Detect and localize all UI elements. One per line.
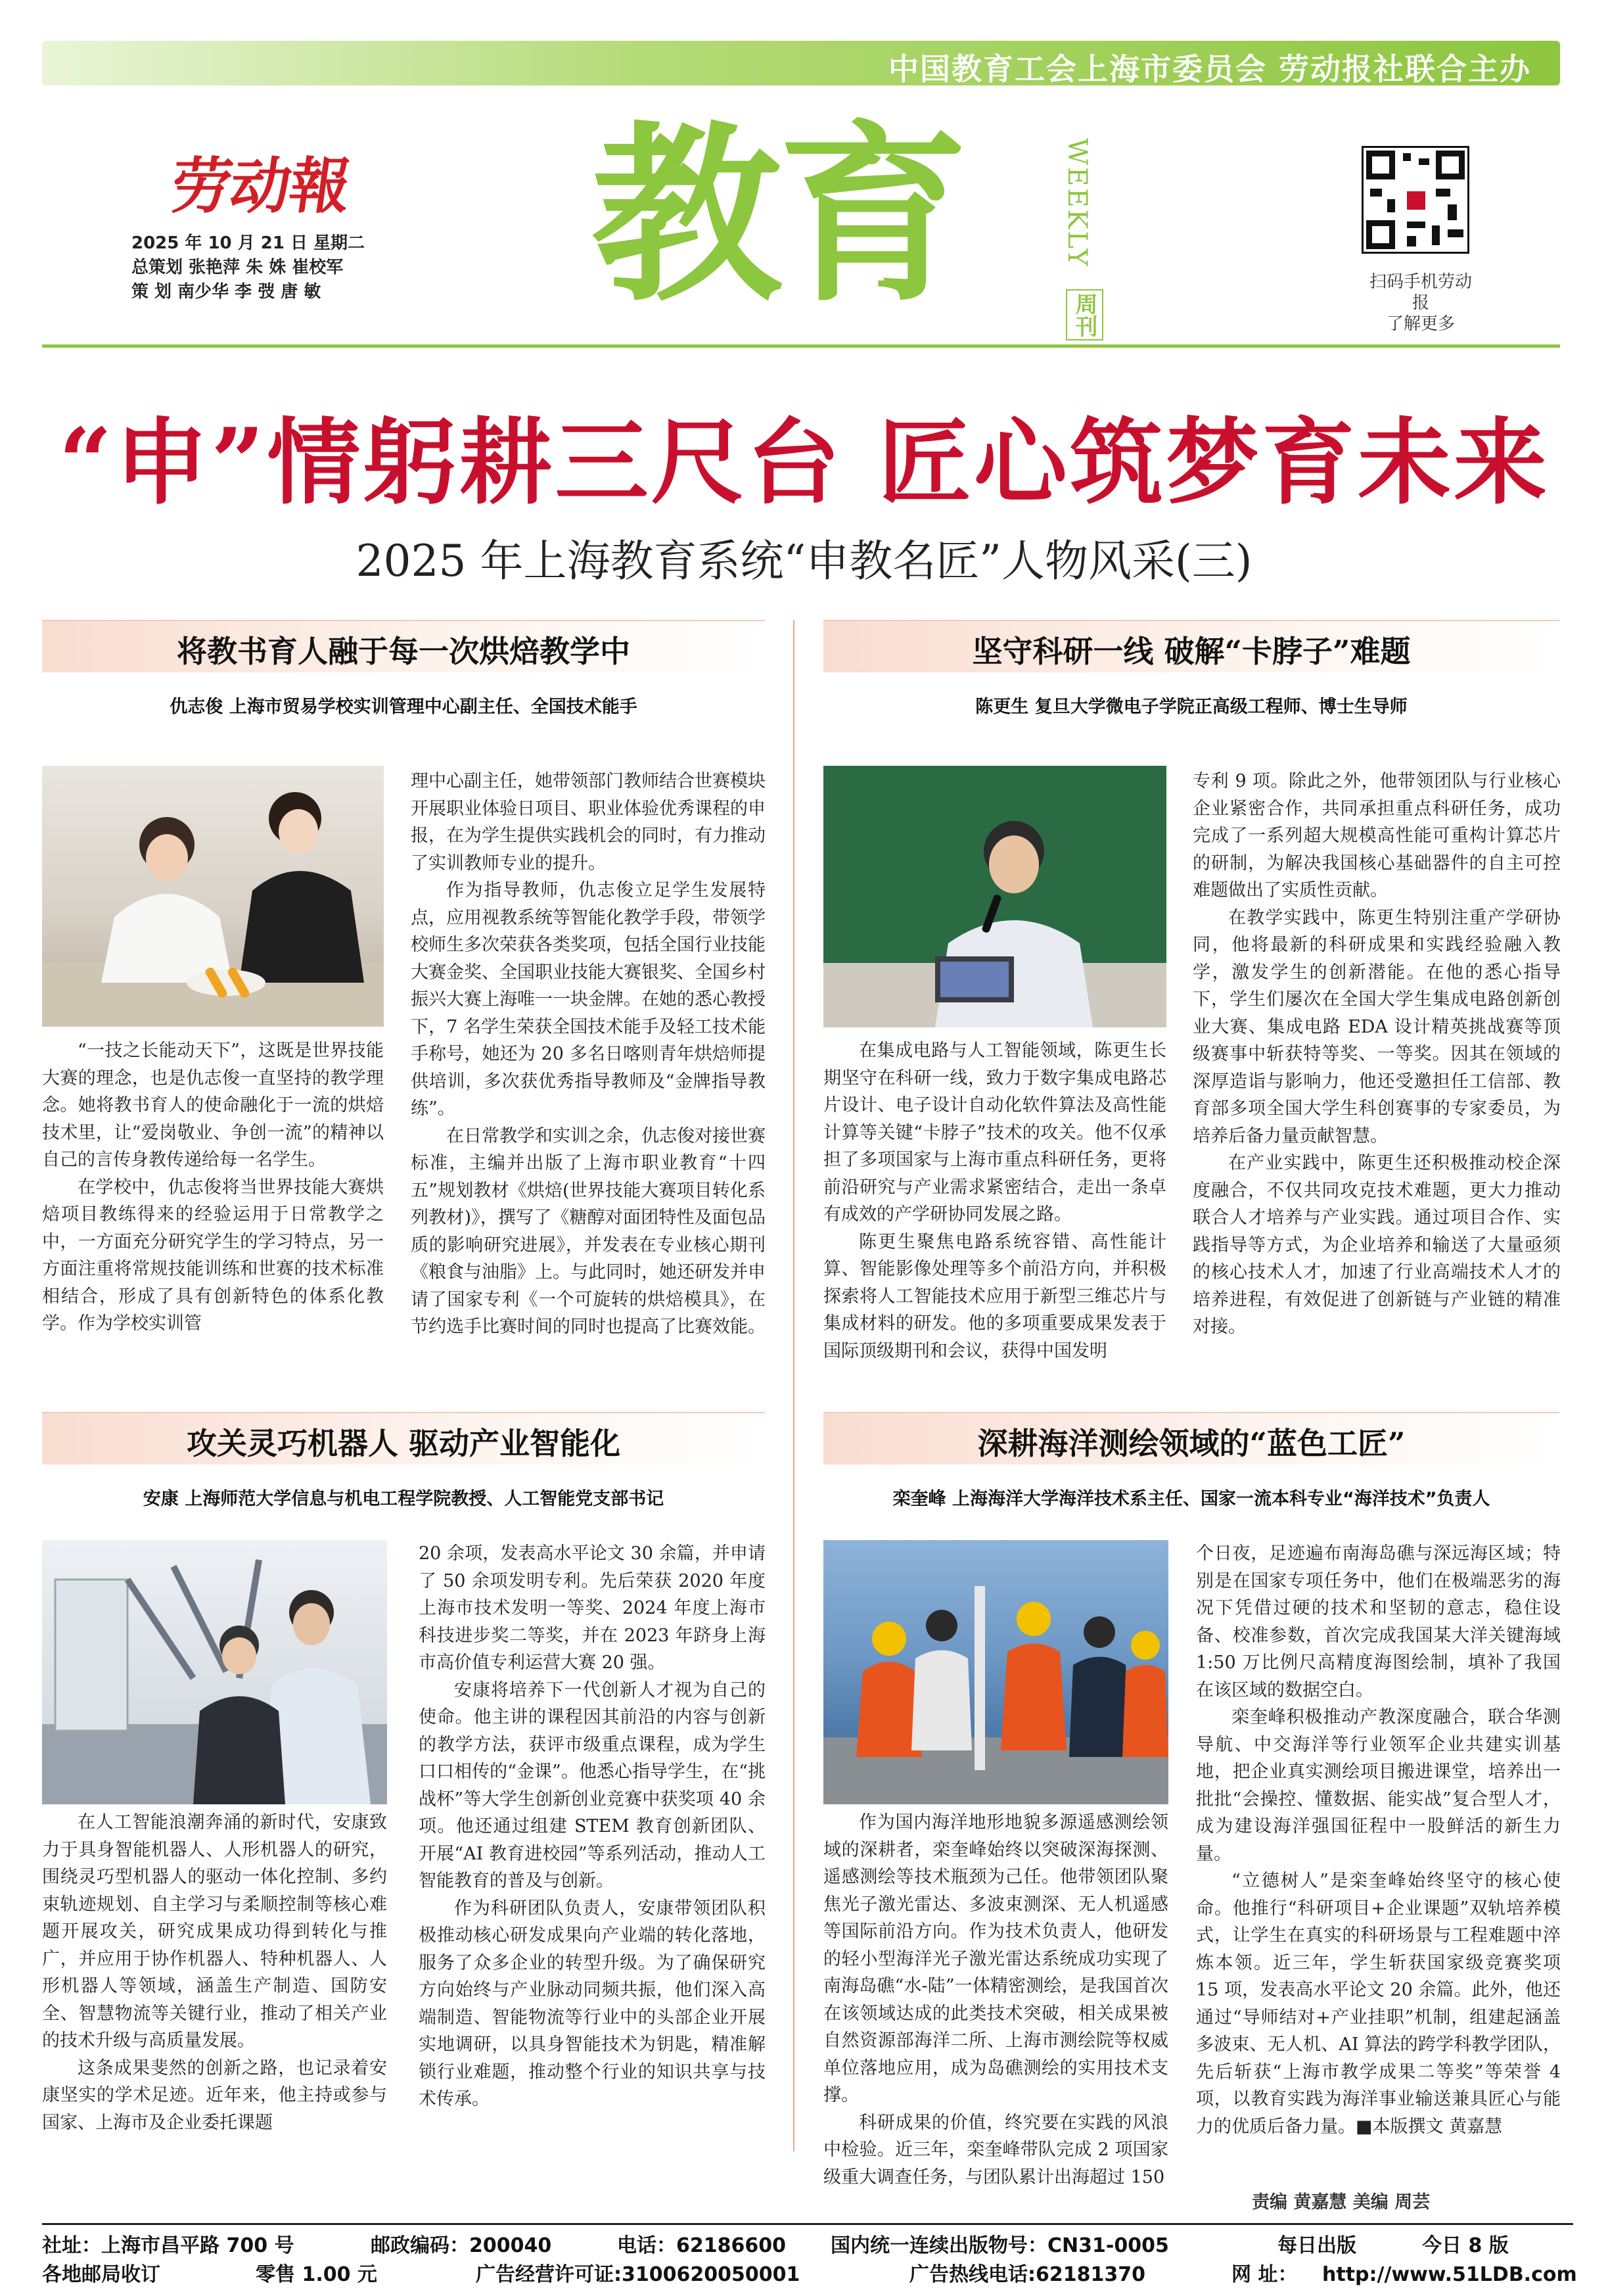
article2-title: 坚守科研一线 破解“卡脖子”难题 xyxy=(972,634,1411,669)
main-headline: “申”情躬耕三尺台 匠心筑梦育未来 xyxy=(58,408,1550,517)
footer-pages: 今日 8 版 xyxy=(1422,2234,1509,2257)
article3-photo xyxy=(42,1540,387,1804)
article2-byline: 陈更生 复旦大学微电子学院正高级工程师、博士生导师 xyxy=(975,697,1408,717)
editor-credits: 责编 黄嘉慧 美编 周芸 xyxy=(1252,2192,1431,2213)
sub-headline: 2025 年上海教育系统“申教名匠”人物风采(三) xyxy=(356,536,1252,586)
article3-title: 攻关灵巧机器人 驱动产业智能化 xyxy=(186,1426,620,1461)
article1-byline: 仇志俊 上海市贸易学校实训管理中心副主任、全国技术能手 xyxy=(170,697,637,717)
article4-title: 深耕海洋测绘领域的“蓝色工匠” xyxy=(977,1426,1406,1461)
article4-title-bar xyxy=(823,1412,1559,1464)
column-divider xyxy=(793,620,794,2151)
header-divider xyxy=(42,344,1560,348)
planners: 策 划 南少华 李 弢 唐 敏 xyxy=(131,282,321,302)
newspaper-logo: 劳动報 xyxy=(166,151,354,222)
qr-caption-line2: 了解更多 xyxy=(1386,314,1455,334)
article4-col2: 个日夜，足迹遍布南海岛礁与深远海区域；特别是在国家专项任务中，他们在极端恶劣的海况下凭借过硬的技术和坚韧的意志，稳住设备、校准参数，首次完成我国某大洋关键海域 1:50 万比例尺高精度海图绘制，填补了我国在该区域的数据空白。 栾奎峰积极推动产教深度融合，联合华测导航、中交海洋等行业领军企业共建实训基地，把企业真实测绘项目搬进课堂，培养出一批批“会操控、懂数据、能实战”复合型人才，成为建设海洋强国征程中一股鲜活的新生力量。 “立德树人”是栾奎峰始终坚守的核心使命。他推行“科研项目+企业课题”双轨培养模式，让学生在真实的科研场景与工程难题中淬炼本领。近三年，学生斩获国家级竞赛奖项 15 项，发表高水平论文 20 余篇。此外，他还通过“导师结对+产业挂职”机制，组建起涵盖多波束、无人机、AI 算法的跨学科教学团队，先后斩获“上海市教学成果二等奖”等荣誉 4 项，以教育实践为海洋事业输送兼具匠心与能力的优质后备力量。■本版撰文 黄嘉慧 xyxy=(1196,1543,1561,2137)
article2-photo xyxy=(823,766,1166,1027)
article1-title-bar xyxy=(42,620,765,672)
article4-byline: 栾奎峰 上海海洋大学海洋技术系主任、国家一流本科专业“海洋技术”负责人 xyxy=(892,1489,1490,1509)
article3-title-bar xyxy=(42,1412,765,1464)
qr-caption-line1: 扫码手机劳动报 xyxy=(1369,272,1472,313)
article2-col2: 专利 9 项。除此之外，他带领团队与行业核心企业紧密合作，共同承担重点科研任务，成功完成了一系列超大规模高性能可重构计算芯片的研制，为解决我国核心基础器件的自主可控难题做出了实质性贡献。 在教学实践中，陈更生特别注重产学研协同，他将最新的科研成果和实践经验融入教学，激发学生的创新潜能。在他的悉心指导下，学生们屡次在全国大学生集成电路创新创业大赛、集成电路 EDA 设计精英挑战赛等顶级赛事中斩获特等奖、一等奖。因其在领域的深厚造诣与影响力，他还受邀担任工信部、教育部多项全国大学生科创赛事的专家委员，为培养后备力量贡献智慧。 在产业实践中，陈更生还积极推动校企深度融合，不仅共同攻克技术难题，更大力推动联合人才培养与产业实践。通过项目合作、实践指导等方式，为企业培养和输送了大量亟须的核心技术人才，加速了行业高端技术人才的培养进程，有效促进了创新链与产业链的精准对接。 xyxy=(1193,771,1561,1337)
qr-finder-tl xyxy=(1366,151,1395,179)
article1-photo xyxy=(42,766,384,1027)
zhoukan-label: 周刊 xyxy=(1066,289,1103,340)
issue-date: 2025 年 10 月 21 日 星期二 xyxy=(131,233,365,253)
article1-col2: 理中心副主任，她带领部门教师结合世赛模块开展职业体验日项目、职业体验优秀课程的申报，在为学生提供实践机会的同时，有力推动了实训教师专业的提升。 作为指导教师，仇志俊立足学生发展特点，应用视教系统等智能化教学手段，带领学校师生多次荣获各类奖项，包括全国行业技能大赛金奖、全国职业技能大赛银奖、全国乡村振兴大赛上海唯一一块金牌。在她的悉心教授下，7 名学生荣获全国技术能手及轻工技术能手称号，她还为 20 多名日喀则青年烘焙师提供培训，多次获优秀指导教师及“金牌指导教练”。 在日常教学和实训之余，仇志俊对接世赛标准，主编并出版了上海市职业教育“十四五”规划教材《烘焙(世界技能大赛项目转化系列教材)》，撰写了《糖醇对面团特性及面包品质的影响研究进展》，并发表在专业核心期刊《粮食与油脂》上。与此同时，她还研发并申请了国家专利《一个可旋转的烘焙模具》，在节约选手比赛时间的同时也提高了比赛效能。 xyxy=(411,771,766,1337)
article2-col1: 在集成电路与人工智能领域，陈更生长期坚守在科研一线，致力于数字集成电路芯片设计、电子设计自动化软件算法及高性能计算等关键“卡脖子”技术的攻关。他不仅承担了多项国家与上海市重点科研任务，更将前沿研究与产业需求紧密结合，走出一条卓有成效的产学研协同发展之路。 陈更生聚焦电路系统容错、高性能计算、智能影像处理等多个前沿方向，并积极探索将人工智能技术应用于新型三维芯片与集成材料的研发。他的多项重要成果发表于国际顶级期刊和会议，获得中国发明 xyxy=(823,1041,1166,1361)
footer-price: 零售 1.00 元 xyxy=(256,2263,377,2286)
qr-finder-bl xyxy=(1366,220,1395,249)
article2-title-bar xyxy=(823,620,1559,672)
footer-divider xyxy=(42,2223,1573,2225)
footer-subscribe: 各地邮局收订 xyxy=(42,2263,160,2286)
footer-cn-number: 国内统一连续出版物号：CN31-0005 xyxy=(831,2234,1169,2257)
article4-photo xyxy=(823,1540,1168,1804)
article1-col1: “一技之长能动天下”，这既是世界技能大赛的理念，也是仇志俊一直坚持的教学理念。她将教书育人的使命融化于一流的烘焙技术里，让“爱岗敬业、争创一流”的精神以自己的言传身教传递给每一名学生。 在学校中，仇志俊将当世界技能大赛烘焙项目教练得来的经验运用于日常教学之中，一方面充分研究学生的学习特点，另一方面注重将常规技能训练和世赛的技术标准相结合，形成了具有创新特色的体系化教学。作为学校实训管 xyxy=(42,1041,384,1334)
footer-ad-hotline: 广告热线电话:62181370 xyxy=(909,2263,1145,2286)
article4-col1: 作为国内海洋地形地貌多源遥感测绘领域的深耕者，栾奎峰始终以突破深海探测、遥感测绘等技术瓶颈为己任。他带领团队聚焦光子激光雷达、多波束测深、无人机遥感等国际前沿方向。作为技术负责人，他研发的轻小型海洋光子激光雷达系统成功实现了南海岛礁“水-陆”一体精密测绘，是我国首次在该领域达成的此类技术突破，相关成果被自然资源部海洋二所、上海市测绘院等权威单位落地应用，成为岛礁测绘的实用技术支撑。 科研成果的价值，终究要在实践的风浪中检验。近三年，栾奎峰带队完成 2 项国家级重大调查任务，与团队累计出海超过 150 xyxy=(823,1812,1168,2188)
footer-phone: 电话：62186600 xyxy=(617,2234,786,2257)
article1-title: 将教书育人融于每一次烘焙教学中 xyxy=(177,634,630,669)
qr-caption xyxy=(1362,271,1480,335)
qr-finder-tr xyxy=(1436,151,1465,179)
article3-col2: 20 余项，发表高水平论文 30 余篇，并申请了 50 余项发明专利。先后荣获 2020 年度上海市技术发明一等奖、2024 年度上海市科技进步奖二等奖，并在 2023 年跻身上海市高价值专利运营大赛 20 强。 安康将培养下一代创新人才视为自己的使命。他主讲的课程因其前沿的内容与创新的教学方法，获评市级重点课程，成为学生口口相传的“金课”。他悉心指导学生，在“挑战杯”等大学生创新创业竞赛中获奖项 40 余项。他还通过组建 STEM 教育创新团队、开展“AI 教育进校园”等系列活动，推动人工智能教育的普及与创新。 作为科研团队负责人，安康带领团队积极推动核心研发成果向产业端的转化落地，服务了众多企业的转型升级。为了确保研究方向始终与产业脉动同频共振，他们深入高端制造、智能物流等行业中的头部企业开展实地调研，以具身智能技术为钥匙，精准解锁行业难题，推动整个行业的知识共享与技术传承。 xyxy=(419,1543,766,2109)
footer-daily: 每日出版 xyxy=(1277,2234,1356,2257)
footer-ad-license: 广告经营许可证:3100620050001 xyxy=(476,2263,800,2286)
section-title: 教育 xyxy=(591,106,965,327)
qr-logo-icon xyxy=(1404,189,1428,212)
sponsor-banner xyxy=(42,41,1560,85)
footer-postcode: 邮政编码：200040 xyxy=(371,2234,552,2257)
article3-col1: 在人工智能浪潮奔涌的新时代，安康致力于具身智能机器人、人形机器人的研究，围绕灵巧型机器人的驱动一体化控制、多约束轨迹规划、自主学习与柔顺控制等核心难题开展攻关，研究成果成功得到转化与推广，并应用于协作机器人、特种机器人、人形机器人等领域，涵盖生产制造、国防安全、智慧物流等关键行业，推动了相关产业的技术升级与高质量发展。 这条成果斐然的创新之路，也记录着安康坚实的学术足迹。近年来，他主持或参与国家、上海市及企业委托课题 xyxy=(42,1812,387,2133)
issue-meta xyxy=(131,231,365,304)
sponsor-text: 中国教育工会上海市委员会 劳动报社联合主办 xyxy=(888,51,1531,87)
article3-byline: 安康 上海师范大学信息与机电工程学院教授、人工智能党支部书记 xyxy=(143,1489,664,1509)
footer-address: 社址：上海市昌平路 700 号 xyxy=(42,2234,294,2257)
footer-website-link[interactable]: http://www.51LDB.com xyxy=(1322,2263,1577,2286)
weekly-label: WEEKLY xyxy=(1062,138,1092,268)
chief-planner: 总策划 张艳萍 朱 姝 崔校军 xyxy=(131,258,344,277)
qr-code[interactable] xyxy=(1362,146,1469,254)
footer-web-label: 网 址： xyxy=(1231,2263,1298,2286)
